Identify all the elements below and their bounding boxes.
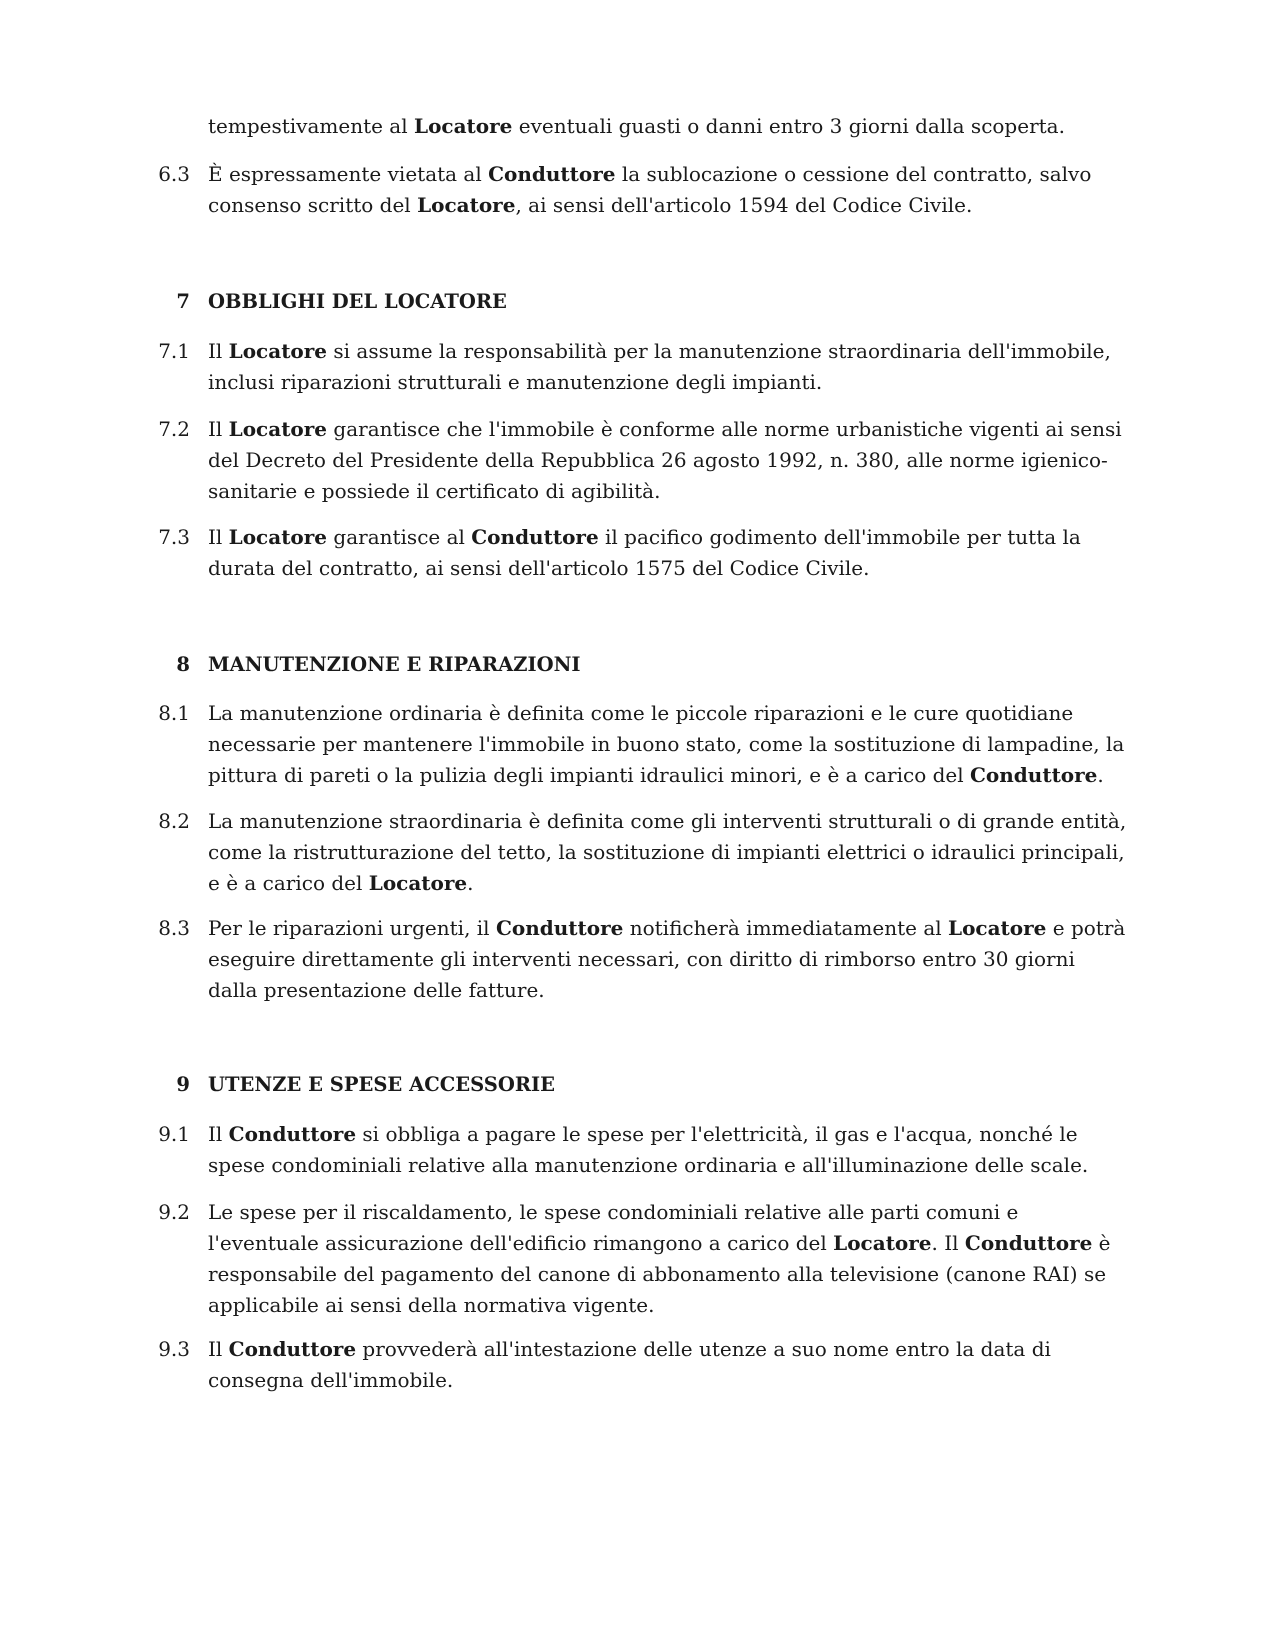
clause-9-2 <box>150 1197 1130 1321</box>
section-title: OBBLIGHI DEL LOCATORE <box>208 290 507 313</box>
text-run: È espressamente vietata al <box>208 162 489 186</box>
text-run: tempestivamente al <box>208 114 414 138</box>
clause-number: 8.1 <box>158 701 190 725</box>
text-run: Il <box>208 417 229 441</box>
clause-text <box>208 806 1130 899</box>
clause-number: 9.1 <box>158 1122 190 1146</box>
clause-text <box>208 522 1130 584</box>
party-term: Conduttore <box>471 525 599 549</box>
clause-8-1 <box>150 698 1130 791</box>
party-term: Conduttore <box>970 763 1098 787</box>
party-term: Locatore <box>368 871 468 895</box>
section-number: 7 <box>176 290 190 313</box>
text-run: Il <box>208 1337 229 1361</box>
clause-continuation <box>150 111 1130 142</box>
text-run: Il <box>208 1122 229 1146</box>
text-run: e potrà eseguire direttamente gli interventi necessari, con diritto di rimborso entro 30 giorni dalla presentazione delle fatture. <box>208 916 1126 1002</box>
clause-text <box>208 1119 1130 1181</box>
section-heading-8 <box>150 649 1130 680</box>
section-title: UTENZE E SPESE ACCESSORIE <box>208 1073 556 1096</box>
clause-text <box>208 336 1130 398</box>
clause-9-1 <box>150 1119 1130 1181</box>
section-number: 8 <box>176 653 190 676</box>
party-term: Conduttore <box>964 1231 1093 1255</box>
clause-number: 7.1 <box>158 339 190 363</box>
section-title: MANUTENZIONE E RIPARAZIONI <box>208 653 581 676</box>
text-run: . <box>467 871 474 895</box>
text-run: . <box>1097 763 1104 787</box>
clause-8-3 <box>150 913 1130 1006</box>
text-run: La manutenzione straordinaria è definita come gli interventi strutturali o di grande entità, come la ristrutturazione del tetto, la sostituzione di impianti elettrici o idraulici principali, e è a carico del <box>208 809 1127 895</box>
clause-text <box>208 698 1130 791</box>
party-term: Locatore <box>228 417 328 441</box>
party-term: Conduttore <box>488 162 616 186</box>
text-run: , ai sensi dell'articolo 1594 del Codice Civile. <box>515 193 973 217</box>
text-run: notificherà immediatamente al <box>623 916 949 940</box>
clause-text <box>208 414 1130 507</box>
text-run: provvederà all'intestazione delle utenze a suo nome entro la data di consegna dell'immobile. <box>208 1337 1051 1392</box>
clause-number: 9.2 <box>158 1200 190 1224</box>
text-run: è responsabile del pagamento del canone di abbonamento alla televisione (canone RAI) se applicabile ai sensi della normativa vigente. <box>208 1231 1111 1317</box>
text-run: Il <box>208 525 229 549</box>
clause-text <box>208 111 1130 142</box>
section-heading-7 <box>150 286 1130 317</box>
clause-number: 7.2 <box>158 417 190 441</box>
clause-6-3 <box>150 159 1130 221</box>
text-run: si assume la responsabilità per la manutenzione straordinaria dell'immobile, inclusi riparazioni strutturali e manutenzione degli impianti. <box>208 339 1111 394</box>
party-term: Conduttore <box>228 1337 357 1361</box>
party-term: Locatore <box>228 525 328 549</box>
party-term: Conduttore <box>495 916 624 940</box>
party-term: Locatore <box>414 114 513 138</box>
text-run: . Il <box>931 1231 965 1255</box>
clause-8-2 <box>150 806 1130 899</box>
party-term: Locatore <box>228 339 328 363</box>
clause-7-3 <box>150 522 1130 584</box>
party-term: Locatore <box>833 1231 932 1255</box>
clause-text <box>208 913 1130 1006</box>
section-heading-9 <box>150 1069 1130 1100</box>
text-run: La manutenzione ordinaria è definita come le piccole riparazioni e le cure quotidiane necessarie per mantenere l'immobile in buono stato, come la sostituzione di lampadine, la pittura di pareti o la pulizia degli impianti idraulici minori, e è a carico del <box>208 701 1125 787</box>
text-run: eventuali guasti o danni entro 3 giorni dalla scoperta. <box>512 114 1065 138</box>
party-term: Locatore <box>417 193 516 217</box>
clause-number: 7.3 <box>158 525 190 549</box>
section-number: 9 <box>176 1073 190 1096</box>
text-run: la sublocazione o cessione del contratto, salvo consenso scritto del <box>208 162 1092 217</box>
text-run: garantisce che l'immobile è conforme alle norme urbanistiche vigenti ai sensi del Decreto del Presidente della Repubblica 26 agosto 1992, n. 380, alle norme igienico-sanitarie e possiede il certificato di agibilità. <box>208 417 1122 503</box>
text-run: il pacifico godimento dell'immobile per tutta la durata del contratto, ai sensi dell'articolo 1575 del Codice Civile. <box>208 525 1081 580</box>
clause-number: 8.3 <box>158 916 190 940</box>
text-run: Per le riparazioni urgenti, il <box>208 916 496 940</box>
text-run: garantisce al <box>327 525 472 549</box>
party-term: Locatore <box>948 916 1047 940</box>
clause-9-3 <box>150 1334 1130 1396</box>
party-term: Conduttore <box>228 1122 357 1146</box>
text-run: si obbliga a pagare le spese per l'elettricità, il gas e l'acqua, nonché le spese condominiali relative alla manutenzione ordinaria e all'illuminazione delle scale. <box>208 1122 1089 1177</box>
clause-number: 6.3 <box>158 162 190 186</box>
clause-7-1 <box>150 336 1130 398</box>
text-run: Il <box>208 339 229 363</box>
clause-number: 8.2 <box>158 809 190 833</box>
clause-text <box>208 159 1130 221</box>
clause-7-2 <box>150 414 1130 507</box>
clause-text <box>208 1334 1130 1396</box>
clause-text <box>208 1197 1130 1321</box>
clause-number: 9.3 <box>158 1337 190 1361</box>
text-run: Le spese per il riscaldamento, le spese condominiali relative alle parti comuni e l'eventuale assicurazione dell'edificio rimangono a carico del <box>208 1200 1019 1255</box>
